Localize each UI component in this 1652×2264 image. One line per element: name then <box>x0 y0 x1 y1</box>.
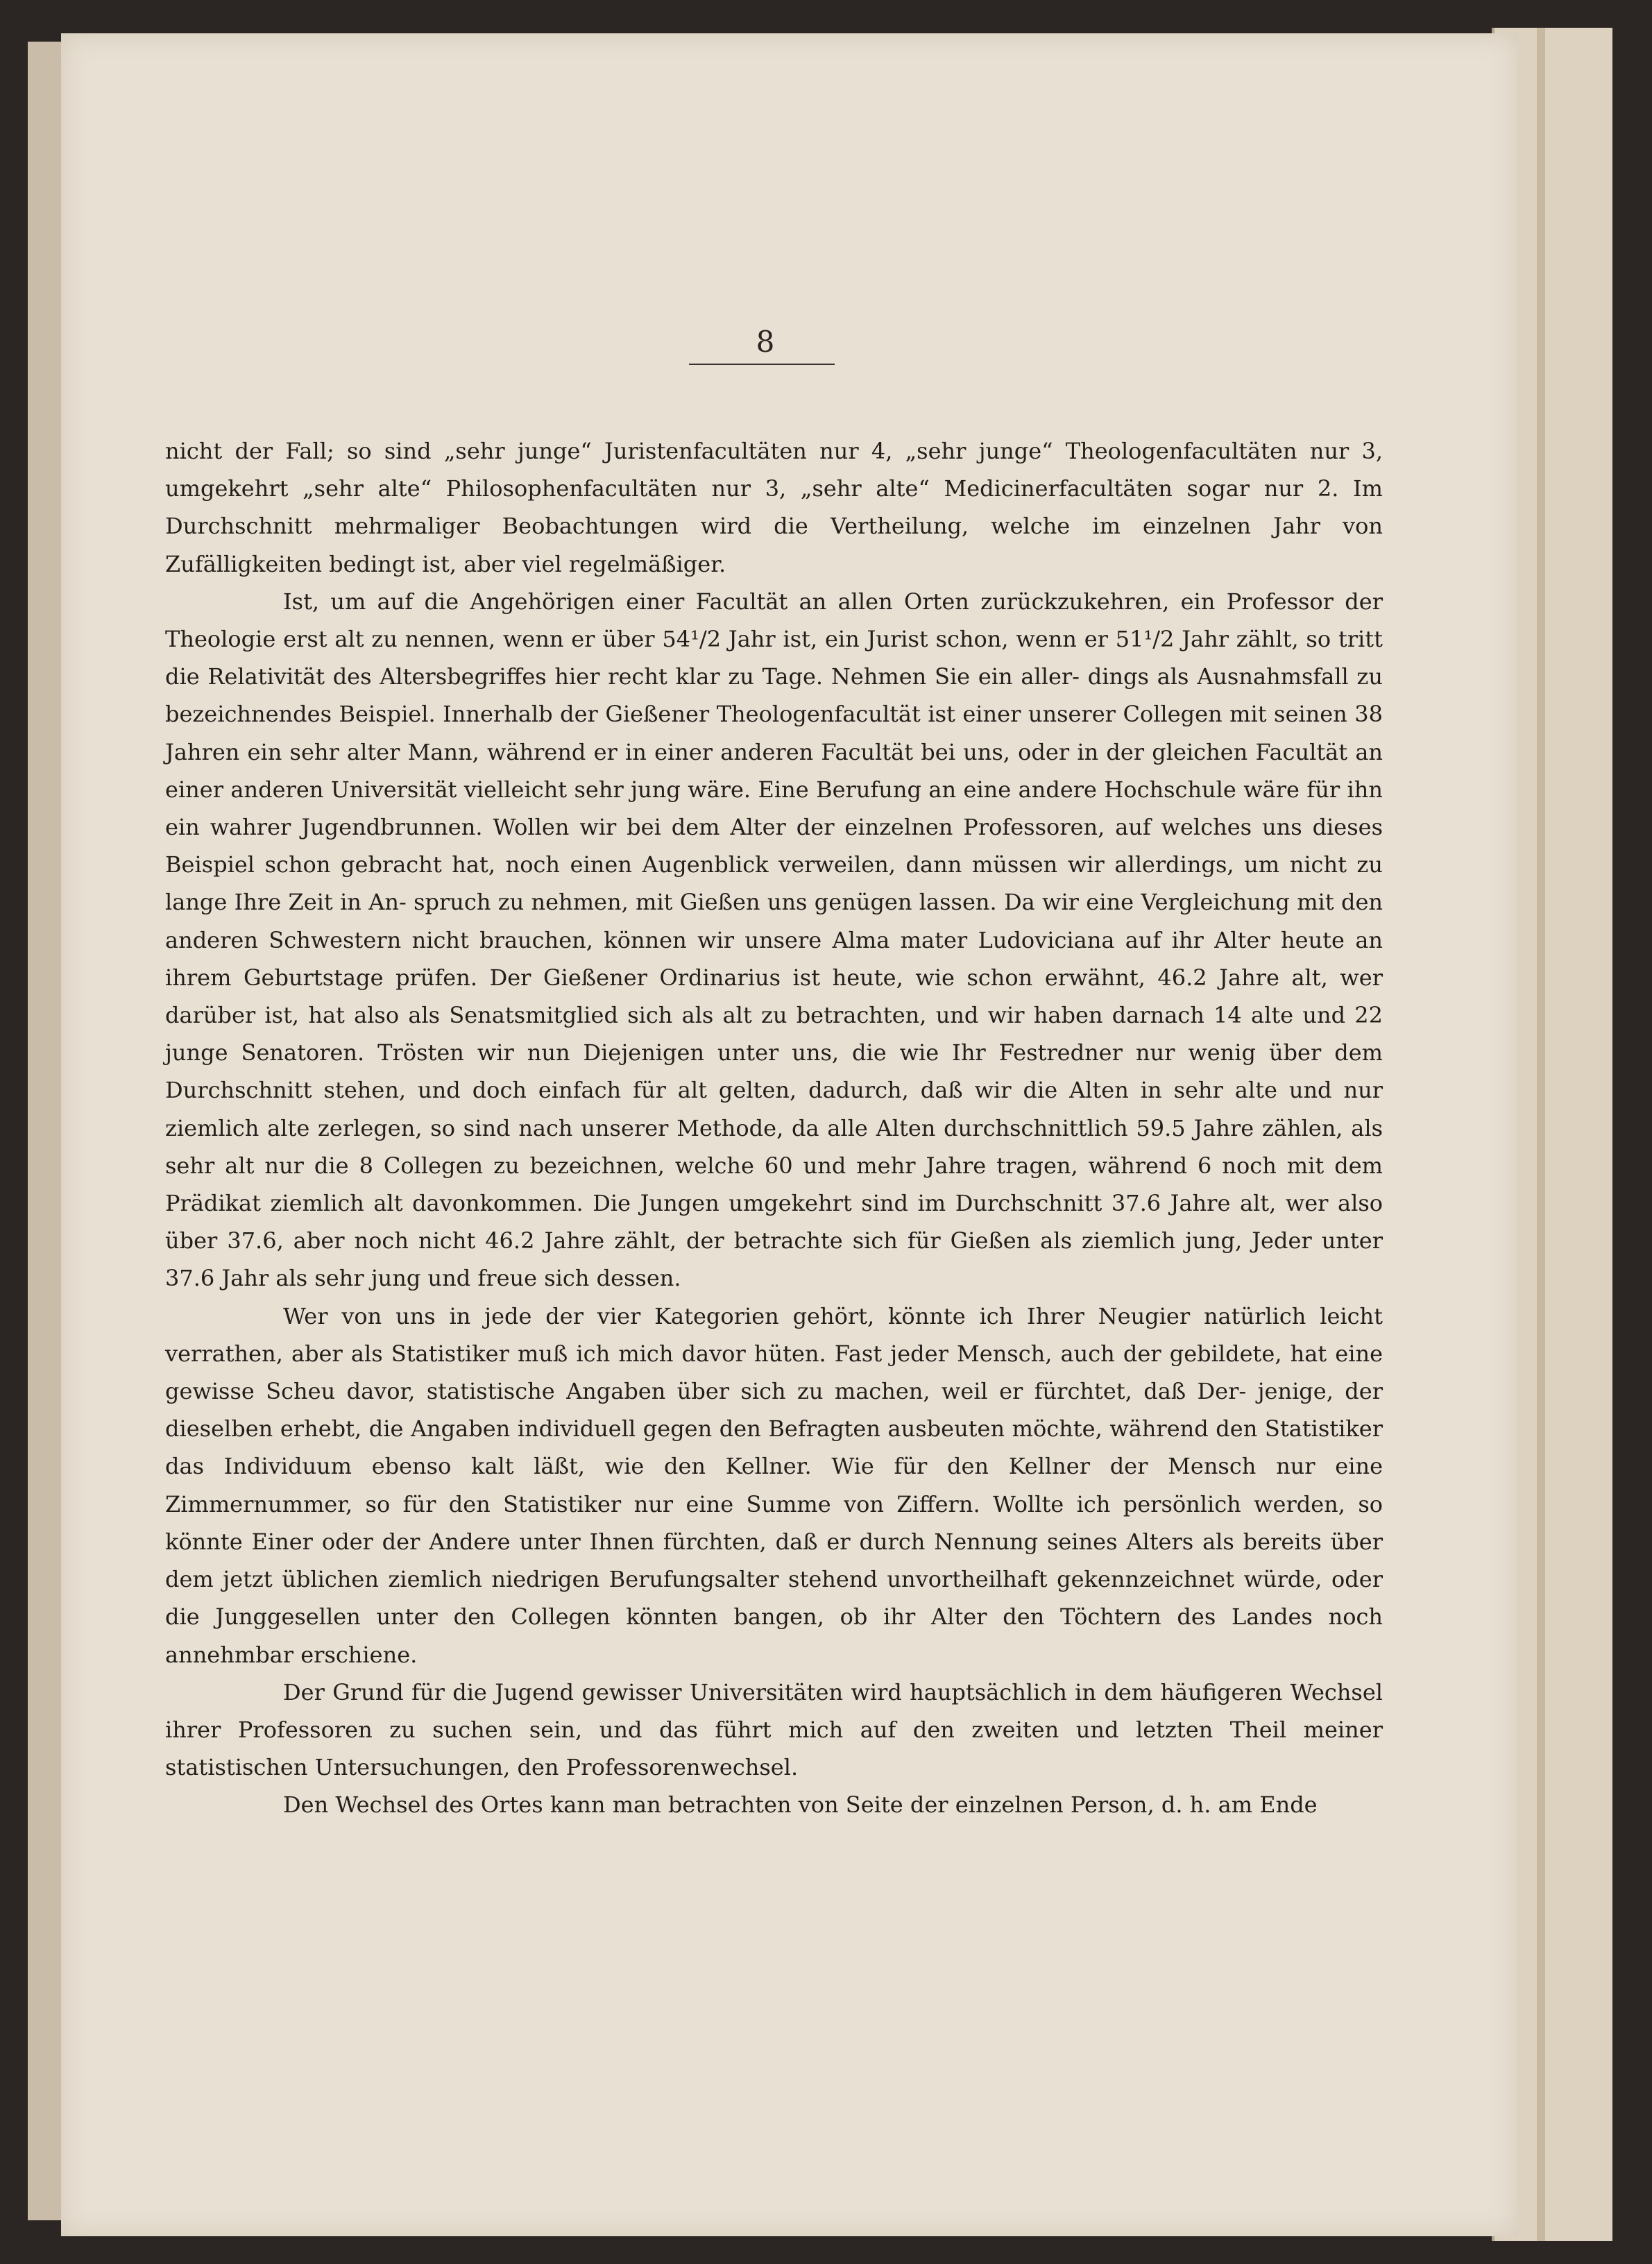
document-page <box>61 33 1518 2236</box>
paragraph: Der Grund für die Jugend gewisser Universitäten wird hauptsächlich in dem häufigeren Wechsel ihrer Professoren zu suchen sein, und das führt mich auf den zweiten und letzten Theil meiner statistischen Untersuchungen, den Professorenwechsel. <box>165 1678 1383 1781</box>
following-page-fold <box>1537 28 1545 2241</box>
body-text <box>165 432 1383 1824</box>
page-number: 8 <box>756 325 775 359</box>
paragraph: Den Wechsel des Ortes kann man betrachten von Seite der einzelnen Person, d. h. am Ende <box>283 1791 1318 1819</box>
paragraph: nicht der Fall; so sind „sehr junge“ Juristenfacultäten nur 4, „sehr junge“ Theologenfacultäten nur 3, umgekehrt „sehr alte“ Philosophenfacultäten nur 3, „sehr alte“ Medicinerfacultäten sogar nur 2. Im Durchschnitt mehrmaliger Beobachtungen wird die Vertheilung, welche im einzelnen Jahr von Zufälligkeiten bedingt ist, aber viel regelmäßiger. <box>165 438 1383 577</box>
header-rule <box>689 364 835 365</box>
paragraph: Wer von uns in jede der vier Kategorien gehört, könnte ich Ihrer Neugier natürlich leicht verrathen, aber als Statistiker muß ich mich davor hüten. Fast jeder Mensch, auch der gebildete, hat eine gewisse Scheu davor, statistische Angaben über sich zu machen, weil er fürchtet, daß Der- jenige, der dieselben erhebt, die Angaben individuell gegen den Befragten ausbeuten möchte, während den Statistiker das Individuum ebenso kalt läßt, wie den Kellner. Wie für den Kellner der Mensch nur eine Zimmernummer, so für den Statistiker nur eine Summe von Ziffern. Wollte ich persönlich werden, so könnte Einer oder der Andere unter Ihnen fürchten, daß er durch Nennung seines Alters als bereits über dem jetzt üblichen ziemlich niedrigen Berufungsalter stehend unvortheilhaft gekennzeichnet würde, oder die Junggesellen unter den Collegen könnten bangen, ob ihr Alter den Töchtern des Landes noch annehmbar erschiene. <box>165 1302 1383 1668</box>
paragraph: Ist, um auf die Angehörigen einer Facultät an allen Orten zurückzukehren, ein Professor der Theologie erst alt zu nennen, wenn er über 54¹/2 Jahr ist, ein Jurist schon, wenn er 51¹/2 Jahr zählt, so tritt die Relativität des Altersbegriffes hier recht klar zu Tage. Nehmen Sie ein aller- dings als Ausnahmsfall zu bezeichnendes Beispiel. Innerhalb der Gießener Theologenfacultät ist einer unserer Collegen mit seinen 38 Jahren ein sehr alter Mann, während er in einer anderen Facultät bei uns, oder in der gleichen Facultät an einer anderen Universität vielleicht sehr jung wäre. Eine Berufung an eine andere Hochschule wäre für ihn ein wahrer Jugendbrunnen. Wollen wir bei dem Alter der einzelnen Professoren, auf welches uns dieses Beispiel schon gebracht hat, noch einen Augenblick verweilen, dann müssen wir allerdings, um nicht zu lange Ihre Zeit in An- spruch zu nehmen, mit Gießen uns genügen lassen. Da wir eine Vergleichung mit den anderen Schwestern nicht brauchen, können wir unsere Alma mater Ludoviciana auf ihr Alter heute an ihrem Geburtstage prüfen. Der Gießener Ordinarius ist heute, wie schon erwähnt, 46.2 Jahre alt, wer darüber ist, hat also als Senatsmitglied sich als alt zu betrachten, und wir haben darnach 14 alte und 22 junge Senatoren. Trösten wir nun Diejenigen unter uns, die wie Ihr Festredner nur wenig über dem Durchschnitt stehen, und doch einfach für alt gelten, dadurch, daß wir die Alten in sehr alte und nur ziemlich alte zerlegen, so sind nach unserer Methode, da alle Alten durchschnittlich 59.5 Jahre zählen, als sehr alt nur die 8 Collegen zu bezeichnen, welche 60 und mehr Jahre tragen, während 6 noch mit dem Prädikat ziemlich alt davonkommen. Die Jungen umgekehrt sind im Durchschnitt 37.6 Jahre alt, wer also über 37.6, aber noch nicht 46.2 Jahre zählt, der betrachte sich für Gießen als ziemlich jung, Jeder unter 37.6 Jahr als sehr jung und freue sich dessen. <box>165 588 1383 1292</box>
